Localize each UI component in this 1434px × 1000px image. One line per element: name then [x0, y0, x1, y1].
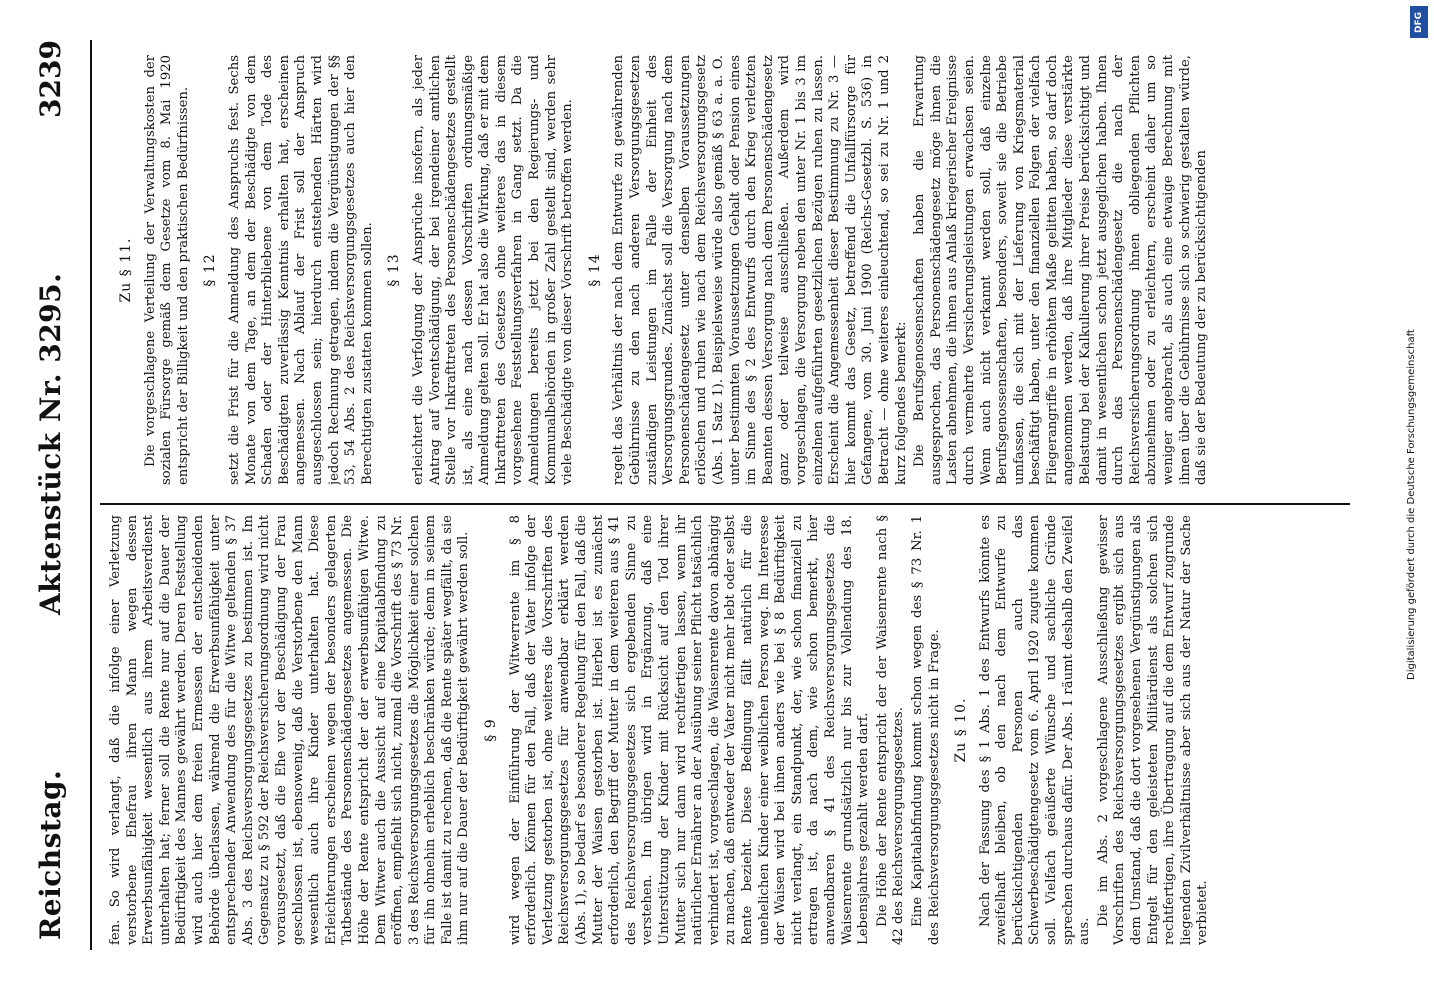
dfg-logo: DFG	[1410, 6, 1428, 38]
section-heading: § 12	[202, 253, 219, 287]
left-column	[108, 515, 1348, 945]
paragraph: Die im Abs. 2 vorgeschlagene Ausschließung gewisser Vorschriften des Reichsversorgungsgesetzes ergibt sich aus dem Umstand, daß die dort vorgesehenen Vergünstigungen als Entgelt für den geleisteten Militärdienst als solchen sich rechtfertigen, ihre Übertragung auf die dem Entwurf zugrunde liegenden Zivilverhältnisse aber sich aus der Natur der Sache verbietet.	[1095, 515, 1211, 945]
section-heading: § 13	[386, 253, 403, 287]
paragraph: Nach der Fassung des § 1 Abs. 1 des Entwurfs könnte es zweifelhaft bleiben, ob den nach dem Entwurfe zu berücksichtigenden Personen auch das Schwerbeschädigtengesetz vom 6. April 1920 zugute kommen soll. Vielfach geäußerte Wünsche und sachliche Gründe sprechen durchaus dafür. Der Abs. 1 räumt deshalb den Zweifel aus.	[977, 515, 1093, 945]
paragraph: setzt die Frist für die Anmeldung des Anspruchs fest. Sechs Monate von dem Tage, an dem der Beschädigte von dem Schaden oder der Hinterbliebene von dem Tode des Beschädigten zuverlässig Kenntnis erhalten hat, erscheinen angemessen. Nach Ablauf der Frist soll der Anspruch ausgeschlossen sein; hierdurch entstehenden Härten wird jedoch Rechnung getragen, indem die Vergünstigungen der §§ 53, 54 Abs. 2 des Reichsversorgungsgesetzes auch hier den Berechtigten zustatten kommen sollen.	[226, 55, 375, 485]
column-divider	[100, 504, 1350, 506]
paragraph: Die Berufsgenossenschaften haben die Erwartung ausgesprochen, das Personenschädengesetz möge ihnen die Lasten abnehmen, die ihnen aus Anlaß kriegerischer Ereignisse durch vermehrte Versicherungsleistungen erwachsen seien. Wenn auch nicht verkannt werden soll, daß einzelne Berufsgenossenschaften, besonders, soweit sie die Betriebe umfassen, die sich mit der Lieferung von Kriegsmaterial beschäftigt haben, unter den finanziellen Folgen der vielfach Fliegerangriffe in erhöhtem Maße gelitten haben, so darf doch angenommen werden, daß ihre Mitglieder diese verstärkte Belastung bei der Kalkulierung ihrer Preise berücksichtigt und damit in wesentlichen schon jetzt ausgeglichen haben. Ihnen durch das Personenschädengesetz die nach der Reichsversicherungsordnung ihnen obliegenden Pflichten abzunehmen oder zu erleichtern, erscheint daher um so weniger angebracht, als auch eine etwaige Berechnung mit ihnen über die Gebührnisse sich so schwierig gestalten würde, daß sie der Bedeutung der zu berücksichtigenden	[912, 55, 1210, 485]
section-heading: § 14	[586, 253, 603, 287]
paragraph: Eine Kapitalabfindung kommt schon wegen des § 73 Nr. 1 des Reichsversorgungsgesetzes nicht in Frage.	[909, 515, 942, 945]
header-left: Reichstag.	[33, 769, 67, 940]
paragraph: wird wegen der Einführung der Witwerrente im § 8 erforderlich. Können für den Fall, daß der Vater infolge der Verletzung gestorben ist, ohne weiteres die Vorschriften des Reichsversorgungsgesetzes für anwendbar erklärt werden (Abs. 1), so bedarf es besonderer Regelung für den Fall, daß die Mutter der Waisen gestorben ist. Hierbei ist es zunächst erforderlich, den Begriff der Mutter in dem weiteren aus § 41 des Reichsversorgungsgesetzes sich ergebenden Sinne zu verstehen. Im übrigen wird in Ergänzung, daß eine Unterstützung der Kinder mit Rücksicht auf den Tod ihrer Mutter sich nur dann wird rechtfertigen lassen, wenn ihr natürlicher Ernährer an der Ausübung seiner Pflicht tatsächlich verhindert ist, vorgeschlagen, die Waisenrente davon abhängig zu machen, daß entweder der Vater nicht mehr lebt oder selbst Rente bezieht. Diese Bedingung fällt natürlich für die unehelichen Kinder einer weiblichen Person weg. Im Interesse der Waisen wird bei ihnen anders wie bei § 8 Bedürftigkeit nicht verlangt, ein Standpunkt, der, wie schon finanziell zu ertragen ist, da nach dem, wie schon bemerkt, hier anwendbaren § 41 des Reichsversorgungsgesetzes die Waisenrente grundsätzlich nur bis zur Vollendung des 18. Lebensjahres gezahlt werden darf.	[507, 515, 872, 945]
paragraph: Die vorgeschlagene Verteilung der Verwaltungskosten der sozialen Fürsorge gemäß dem Gesetze vom 8. Mai 1920 entspricht der Billigkeit und den praktischen Bedürfnissen.	[142, 55, 191, 485]
page-number: 3239	[33, 40, 67, 118]
header-title: Aktenstück Nr. 3295.	[33, 272, 67, 616]
paragraph: Die Höhe der Rente entspricht der der Waisenrente nach § 42 des Reichsversorgungsgesetzes.	[874, 515, 907, 945]
paragraph: regelt das Verhältnis der nach dem Entwurfe zu gewährenden Gebührnisse zu den nach anderen Versorgungsgesetzen zuständigen Leistungen im Falle der Einheit des Versorgungsgrundes. Zunächst soll die Versorgung nach dem Personenschädengesetz unter denselben Voraussetzungen erlöschen und ruhen wie nach dem Reichsversorgungsgesetz (Abs. 1 Satz 1). Beispielsweise würde also gemäß § 63 a. a. O. unter bestimmten Voraussetzungen Gehalt oder Pension eines im Sinne des § 2 des Entwurfs durch den Krieg verletzten Beamten dessen Versorgung nach dem Personenschädengesetz ganz oder teilweise ausschließen. Außerdem wird vorgeschlagen, die Versorgung neben den unter Nr. 1 bis 3 im einzelnen aufgeführten gesetzlichen Bezügen ruhen zu lassen. Erscheint die Angemessenheit dieser Bestimmung zu Nr. 3 — hier kommt das Gesetz, betreffend die Unfallfürsorge für Gefangene, vom 30. Juni 1900 (Reichs-Gesetzbl. S. 536) in Betracht — ohne weiteres einleuchtend, so sei zu Nr. 1 und 2 kurz folgendes bemerkt:	[611, 55, 909, 485]
header-rule	[90, 40, 92, 950]
digitization-note: Digitalisierung gefördert durch die Deutsche Forschungsgemeinschaft	[1406, 329, 1417, 680]
paragraph: erleichtert die Verfolgung der Ansprüche insofern, als jeder Antrag auf Vorentschädigung, der bei irgendeiner amtlichen Stelle vor Inkrafttreten des Personenschädengesetzes gestellt ist, als eine nach dessen Vorschriften ordnungsmäßige Anmeldung gelten soll. Er hat also die Wirkung, daß er mit dem Inkrafttreten des Gesetzes ohne weiteres das in diesem vorgesehene Feststellungsverfahren in Gang setzt. Da die Anmeldungen bereits jetzt bei den Regierungs- und Kommunalbehörden in großer Zahl gestellt sind, werden sehr viele Beschädigte von dieser Vorschrift betroffen werden.	[410, 55, 576, 485]
page-header	[30, 40, 70, 940]
section-heading: § 9	[483, 718, 500, 742]
paragraph: fen. So wird verlangt, daß die infolge einer Verletzung verstorbene Ehefrau ihren Mann wegen dessen Erwerbsunfähigkeit wesentlich aus ihrem Arbeitsverdienst unterhalten hat; ferner soll die Rente nur auf die Dauer der Bedürftigkeit des Mannes gewährt werden. Deren Feststellung wird auch hier dem freien Ermessen der entscheidenden Behörde überlassen, während die Erwerbsunfähigkeit unter entsprechender Anwendung des für die Witwe geltenden § 37 Abs. 3 des Reichsversorgungsgesetzes zu bestimmen ist. Im Gegensatz zu § 592 der Reichsversicherungsordnung wird nicht vorausgesetzt, daß die Ehe vor der Beschädigung der Frau geschlossen ist, ebensowenig, daß die Verstorbene den Mann wesentlich auch ihre Kinder unterhalten hat. Diese Erleichterungen erscheinen wegen der besonders gelagerten Tatbestände des Personenschädengesetzes angemessen. Die Höhe der Rente entspricht der der erwerbsunfähigen Witwe. Dem Witwer auch die Aussicht auf eine Kapitalabfindung zu eröffnen, empfiehlt sich nicht, zumal die Vorschrift des § 73 Nr. 3 des Reichsversorgungsgesetzes die Möglichkeit einer solchen für ihn ohnehin erheblich beschränken würde; denn in seinem Falle ist damit zu rechnen, daß die Rente später wegfällt, da sie ihm nur auf die Dauer der Bedürftigkeit gewährt werden soll.	[108, 515, 472, 945]
right-column	[108, 55, 1348, 485]
section-heading: Zu § 10.	[953, 697, 970, 763]
section-heading: Zu § 11.	[118, 237, 134, 303]
